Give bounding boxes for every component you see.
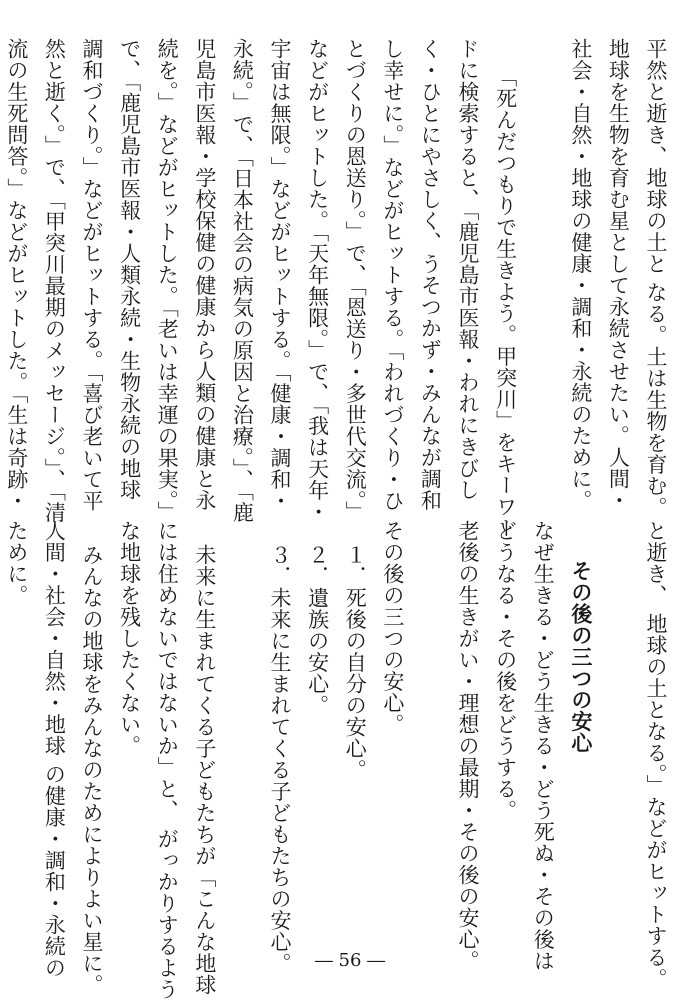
text-column: ドに検索すると、「鹿児島市医報・われにきびし [456, 38, 480, 501]
text-column: 地球を生物を育む星として永続させたい。人間・ [606, 38, 631, 511]
text-column: ために。 [4, 520, 29, 606]
text-column: と逝き、 地球の土となる。」などがヒットする。 [644, 520, 668, 990]
text-column: なぜ生きる・どう生きる・どう死ぬ・その後は [531, 520, 556, 972]
text-column: みんなの地球をみんなのためによりよい星に。 [80, 544, 104, 996]
text-column: 児島市医報・学校保健の健康から人類の健康と永 [192, 38, 217, 511]
text-column: 調和づくり。」などがヒットする。「喜び老いて平 [80, 38, 104, 512]
text-column: 未来に生まれてくる子どもたちが「こんな地球 [192, 544, 217, 996]
text-column: な地球を残したくない。 [117, 520, 142, 757]
text-column: 社会・自然・地球の健康・調和・永続のために。 [568, 38, 593, 511]
text-column: とづくりの恩送り。」で、「恩送り・多世代交流。」 [343, 38, 368, 523]
text-column: 「死んだつもりで生きよう。甲突川」をキーワー [493, 66, 518, 539]
list-item: ２．遺族の安心。 [305, 544, 330, 716]
text-column: 流の生死問答。」などがヒットした。「生は奇跡・ [4, 38, 29, 512]
list-item: ３．未来に生まれてくる子どもたちの安心。 [268, 544, 292, 974]
section-heading: その後の三つの安心 [568, 560, 594, 754]
text-column: く・ひとにやさしく、うそつかず・みんなが調和 [418, 38, 443, 511]
text-column: で、「鹿児島市医報・人類永続・生物永続の地球 [117, 38, 142, 501]
text-column: などがヒットした。「天年無限。」で、「我は天年・ [305, 38, 330, 523]
text-column: 宇宙は無限。」などがヒットする。「健康・調和・ [268, 38, 292, 512]
text-column: し幸せに。」などがヒットする。「われづくり・ひ [380, 38, 405, 512]
text-column: 続を。」などがヒットした。「老いは幸運の果実。」 [155, 38, 180, 523]
text-column: どうなる・その後をどうする。 [493, 520, 518, 821]
text-column: には住めないではないか」と、 がっかりするよう [155, 520, 180, 1000]
text-column: 平然と逝き、地球の土と なる。土は生物を育む。 [644, 38, 668, 519]
text-column: 然と逝く。」で、「甲突川最期のメッセージ。」、「清 [42, 38, 67, 523]
page-number: ― 56 ― [314, 950, 386, 971]
text-column: 永続。」で、「日本社会の病気の原因と治療。」、「鹿 [230, 38, 255, 523]
text-column: 老後の生きがい・理想の最期・その後の安心。 [456, 520, 480, 972]
text-column: 人間・社会・自然・地球 の健康・調和・永続の [42, 520, 67, 979]
text-column: その後の三つの安心。 [380, 520, 405, 735]
list-item: １．死後の自分の安心。 [343, 544, 368, 781]
